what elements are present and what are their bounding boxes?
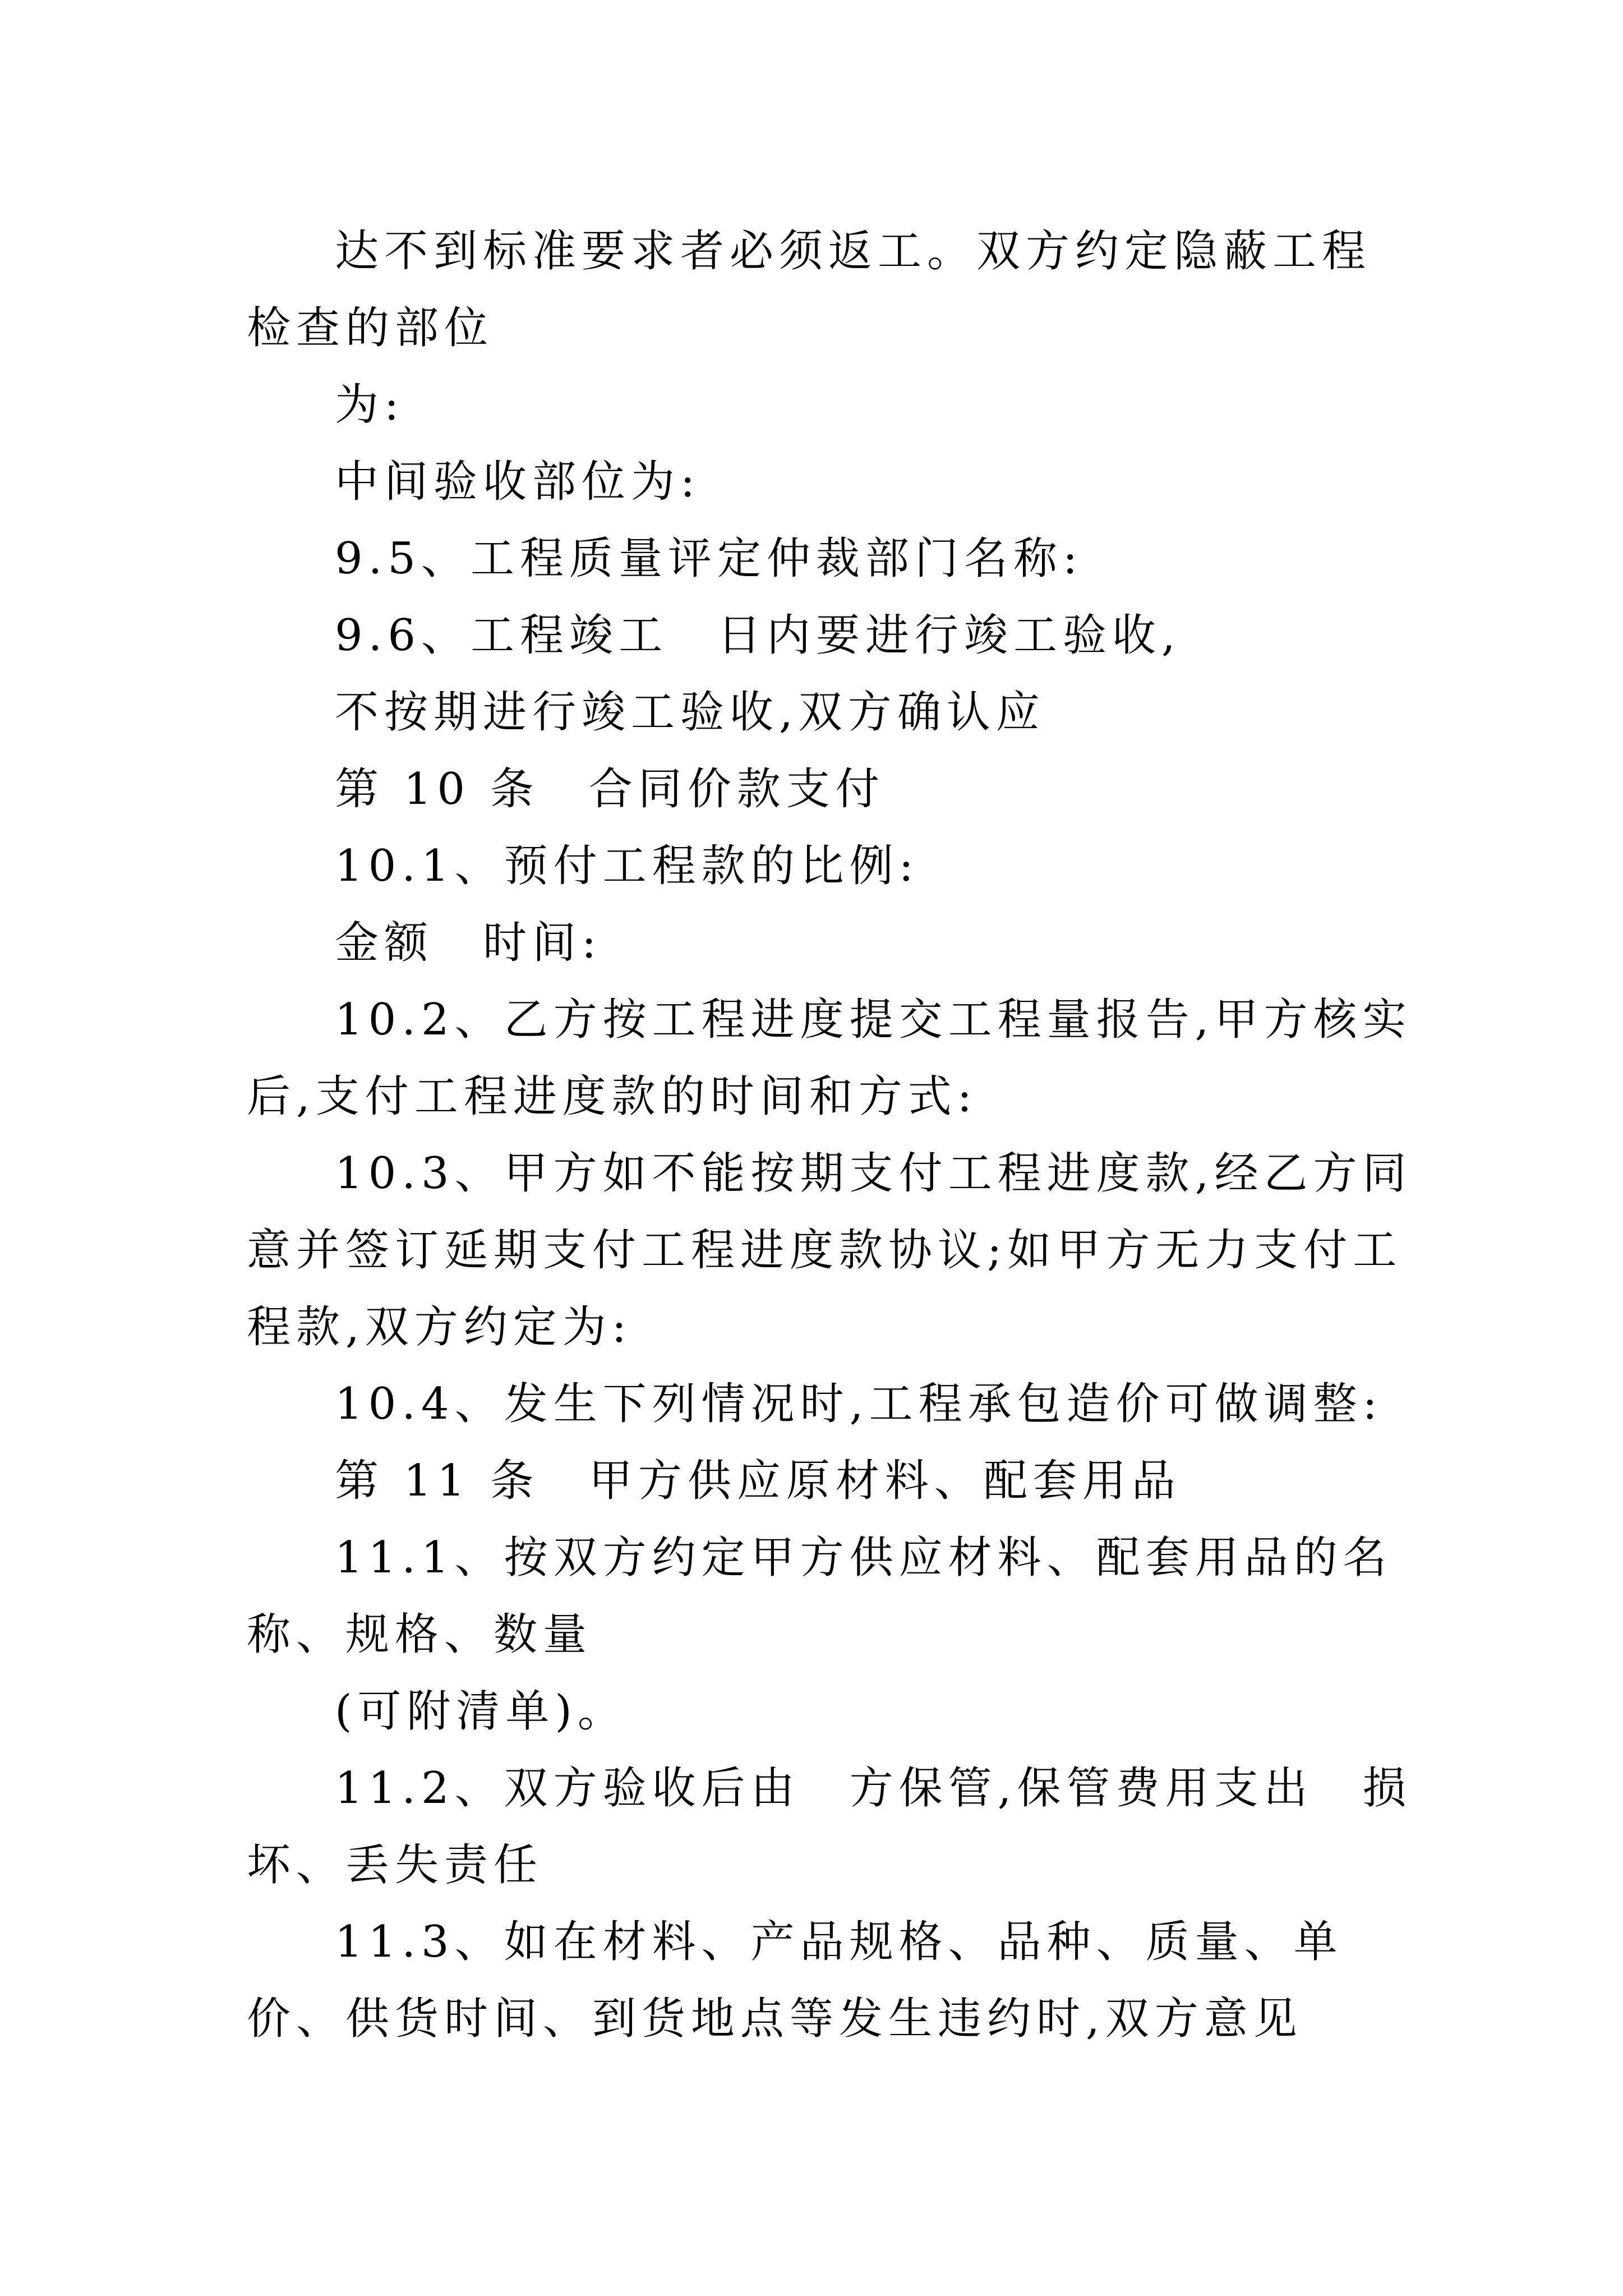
paragraph-hidden-works-inspection: 达不到标准要求者必须返工。双方约定隐蔽工程检查的部位 <box>247 226 1372 353</box>
clause-10-2: 10.2、乙方按工程进度提交工程量报告,甲方核实后,支付工程进度款的时间和方式: <box>247 995 1412 1122</box>
paragraph-intermediate-acceptance: 中间验收部位为: <box>335 457 701 507</box>
document-body <box>247 213 1413 2058</box>
clause-11-3: 11.3、如在材料、产品规格、品种、质量、单价、供货时间、到货地点等发生违约时,双方意见 <box>247 1917 1343 2044</box>
article-11-heading: 第 11 条 甲方供应原材料、配套用品 <box>335 1456 1181 1506</box>
clause-10-3: 10.3、甲方如不能按期支付工程进度款,经乙方同意并签订延期支付工程进度款协议;如甲方无力支付工程款,双方约定为: <box>247 1148 1412 1352</box>
clause-9-5: 9.5、工程质量评定仲裁部门名称: <box>335 533 1083 584</box>
clause-9-6: 9.6、工程竣工 日内要进行竣工验收, <box>335 610 1181 661</box>
clause-10-1-amount-time: 金额 时间: <box>335 918 602 968</box>
article-10-heading: 第 10 条 合同价款支付 <box>335 764 885 815</box>
clause-11-1: 11.1、按双方约定甲方供应材料、配套用品的名称、规格、数量 <box>247 1533 1393 1660</box>
clause-9-6-continued: 不按期进行竣工验收,双方确认应 <box>335 687 1045 738</box>
clause-11-1-list-note: (可附清单)。 <box>335 1686 627 1737</box>
paragraph-hidden-works-locations: 为: <box>335 380 405 430</box>
clause-10-4: 10.4、发生下列情况时,工程承包造价可做调整: <box>335 1379 1383 1429</box>
clause-10-1: 10.1、预付工程款的比例: <box>335 841 919 891</box>
clause-11-2: 11.2、双方验收后由 方保管,保管费用支出 损坏、丢失责任 <box>247 1763 1412 1890</box>
